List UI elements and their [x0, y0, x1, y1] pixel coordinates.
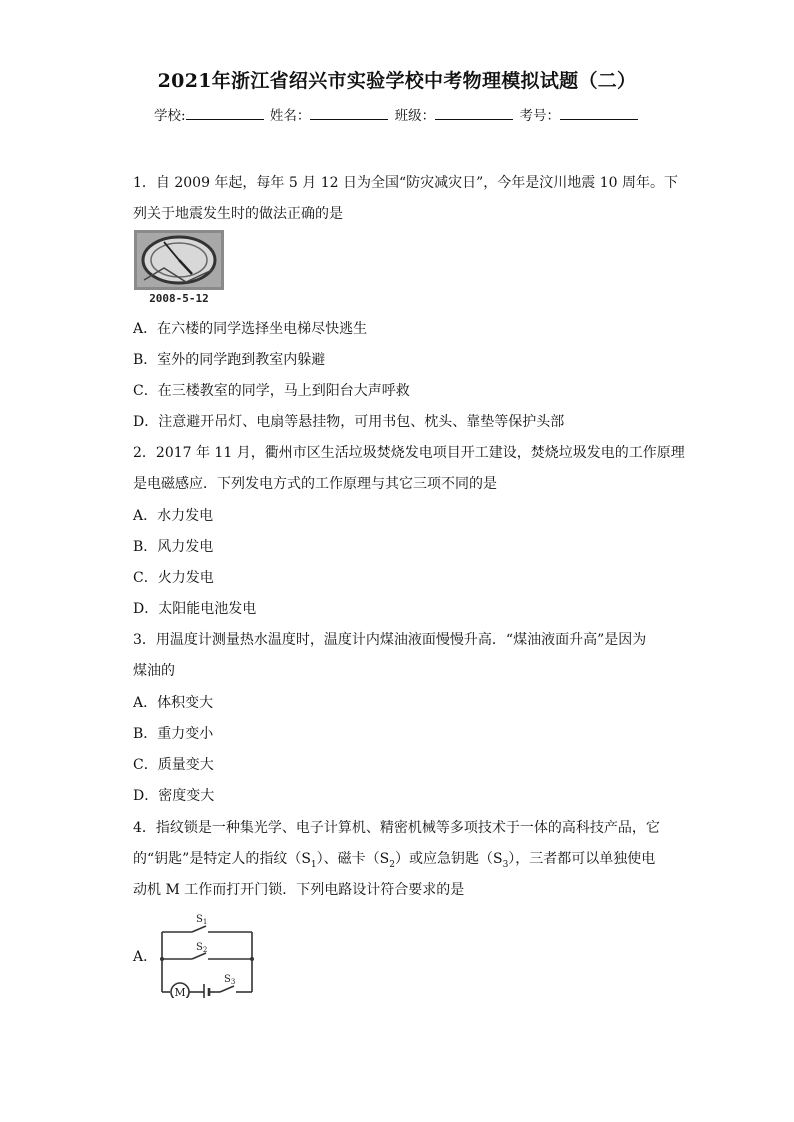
q4-stem-line2 — [133, 848, 655, 870]
q2-option-b[interactable]: B．风力发电 — [133, 539, 214, 555]
node-right — [250, 957, 254, 961]
student-info-line — [0, 104, 794, 124]
switch-s1 — [192, 926, 206, 932]
q4-option-a-label[interactable]: A． — [133, 949, 158, 965]
q2-option-c[interactable]: C．火力发电 — [133, 570, 214, 586]
motor-label: M — [174, 986, 186, 998]
image-caption: 2008-5-12 — [149, 292, 209, 305]
class-blank[interactable] — [435, 106, 513, 120]
q1-stem-line2: 列关于地震发生时的做法正确的是 — [133, 206, 343, 222]
q3-option-b[interactable]: B．重力变小 — [133, 726, 214, 742]
q2-option-d[interactable]: D．太阳能电池发电 — [133, 601, 257, 617]
q1-option-d[interactable]: D．注意避开吊灯、电扇等悬挂物，可用书包、枕头、靠垫等保护头部 — [133, 414, 565, 430]
name-label: 姓名： — [269, 108, 311, 124]
q4-line2-part1: 的“钥匙”是特定人的指纹（S — [133, 851, 311, 867]
class-label: 班级： — [394, 108, 436, 124]
q1-option-c[interactable]: C．在三楼教室的同学，马上到阳台大声呼救 — [133, 383, 410, 399]
name-blank[interactable] — [310, 106, 388, 120]
q4-stem-line1: 4．指纹锁是一种集光学、电子计算机、精密机械等多项技术于一体的高科技产品，它 — [133, 820, 660, 836]
page-title: 2021年浙江省绍兴市实验学校中考物理模拟试题（二） — [157, 70, 637, 92]
label-s2: $S_2$ — [196, 942, 208, 954]
q1-stem-line1: 1．自 2009 年起，每年 5 月 12 日为全国“防灾减灾日”，今年是汶川地震 10 周年。下 — [133, 175, 678, 191]
q4-line2-part4: ），三者都可以单独使电 — [508, 851, 656, 867]
q3-option-d[interactable]: D．密度变大 — [133, 788, 215, 804]
q4-line2-part2: ）、磁卡（S — [316, 851, 390, 867]
q1-option-b[interactable]: B．室外的同学跑到教室内躲避 — [133, 352, 326, 368]
q3-stem-line1: 3．用温度计测量热水温度时，温度计内煤油液面慢慢升高．“煤油液面升高”是因为 — [133, 632, 647, 648]
switch-s3 — [220, 986, 234, 992]
q4-sub1: 1 — [310, 859, 317, 870]
number-label: 考号： — [519, 108, 560, 124]
q3-stem-line2: 煤油的 — [133, 663, 175, 679]
circuit-diagram-a — [158, 912, 258, 998]
q1-option-a[interactable]: A．在六楼的同学选择坐电梯尽快逃生 — [133, 321, 368, 337]
q2-stem-line2: 是电磁感应．下列发电方式的工作原理与其它三项不同的是 — [133, 476, 497, 492]
earthquake-clock-image — [134, 230, 224, 306]
q4-stem-line3: 动机 M 工作而打开门锁．下列电路设计符合要求的是 — [133, 882, 465, 898]
q3-option-a[interactable]: A．体积变大 — [133, 695, 214, 711]
school-label: 学校: — [154, 108, 186, 124]
q4-sub3: 3 — [502, 859, 509, 870]
q2-stem-line1: 2．2017 年 11 月，衢州市区生活垃圾焚烧发电项目开工建设，焚烧垃圾发电的工作原理 — [133, 445, 685, 461]
q4-line2-part3: ）或应急钥匙（S — [394, 851, 503, 867]
number-blank[interactable] — [560, 106, 638, 120]
q3-option-c[interactable]: C．质量变大 — [133, 757, 214, 773]
node-left — [160, 957, 164, 961]
q2-option-a[interactable]: A．水力发电 — [133, 508, 214, 524]
school-blank[interactable] — [186, 106, 264, 120]
label-s3: $S_3$ — [224, 974, 236, 986]
label-s1: $S_1$ — [196, 914, 208, 926]
q4-sub2: 2 — [389, 859, 395, 870]
